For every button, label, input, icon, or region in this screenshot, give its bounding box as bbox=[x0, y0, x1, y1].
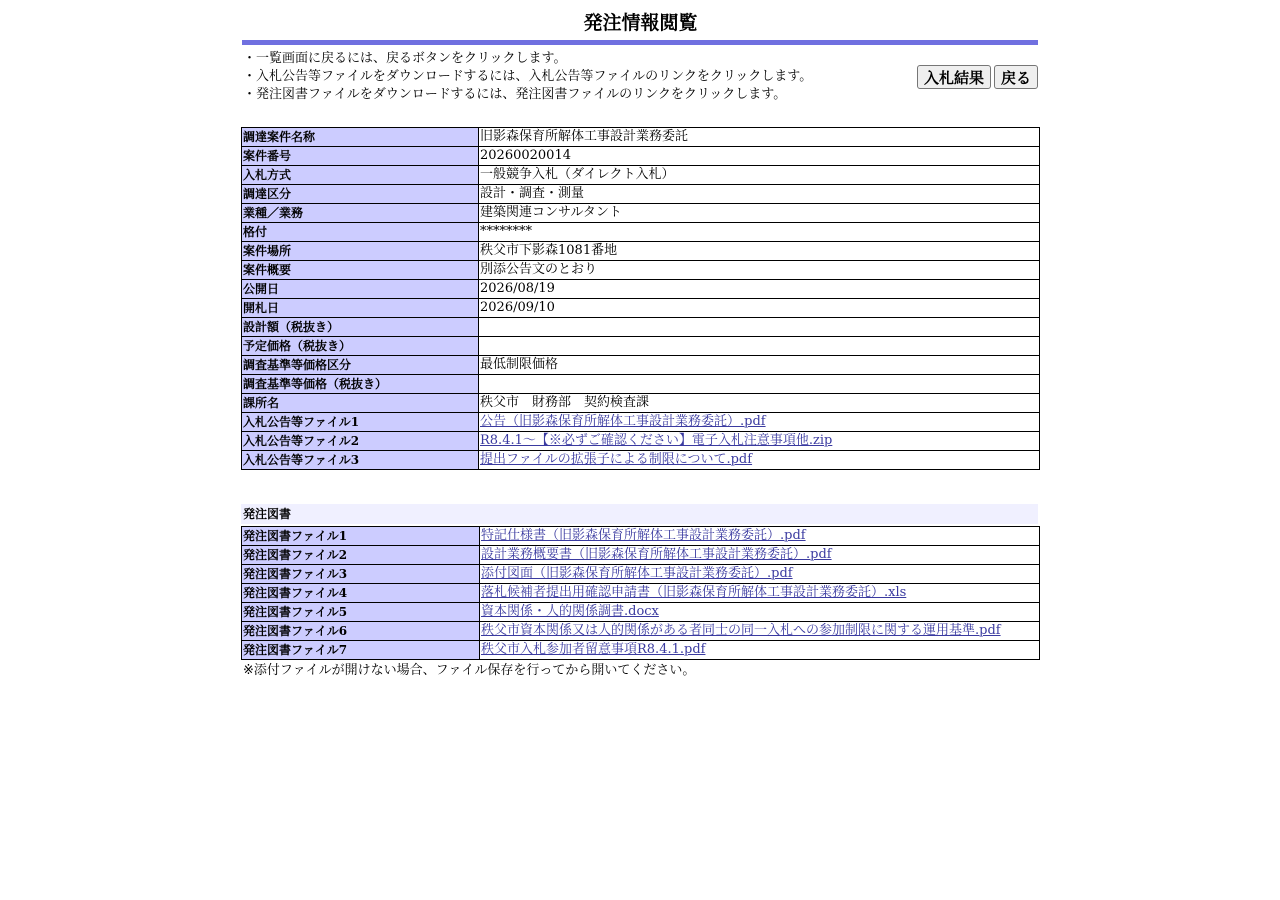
row-value bbox=[479, 337, 1040, 356]
row-label: 業種／業務 bbox=[242, 204, 479, 223]
row-label: 調査基準等価格区分 bbox=[242, 356, 479, 375]
table-row bbox=[242, 223, 1040, 242]
row-value: 20260020014 bbox=[479, 147, 1040, 166]
row-label: 調査基準等価格（税抜き） bbox=[242, 375, 479, 394]
instruction-item: ・一覧画面に戻るには、戻るボタンをクリックします。 bbox=[243, 51, 567, 66]
footer-note: ※添付ファイルが開けない場合、ファイル保存を行ってから開いてください。 bbox=[243, 663, 696, 678]
main-container bbox=[241, 0, 1040, 682]
row-label: 発注図書ファイル5 bbox=[242, 603, 480, 622]
file-download-link[interactable]: 資本関係・人的関係調書.docx bbox=[481, 604, 659, 619]
table-row bbox=[242, 584, 1040, 603]
row-value bbox=[480, 584, 1040, 603]
row-value bbox=[480, 565, 1040, 584]
table-row bbox=[242, 432, 1040, 451]
row-value: 別添公告文のとおり bbox=[479, 261, 1040, 280]
row-value: 2026/08/19 bbox=[479, 280, 1040, 299]
row-label: 案件概要 bbox=[242, 261, 479, 280]
table-row bbox=[242, 527, 1040, 546]
page-title: 発注情報閲覧 bbox=[583, 12, 698, 34]
row-value: 2026/09/10 bbox=[479, 299, 1040, 318]
row-value: 旧影森保育所解体工事設計業務委託 bbox=[479, 128, 1040, 147]
row-label: 設計額（税抜き） bbox=[242, 318, 479, 337]
row-label: 開札日 bbox=[242, 299, 479, 318]
row-value bbox=[479, 375, 1040, 394]
row-label: 公開日 bbox=[242, 280, 479, 299]
file-download-link[interactable]: 特記仕様書（旧影森保育所解体工事設計業務委託）.pdf bbox=[481, 528, 806, 543]
table-row bbox=[242, 394, 1040, 413]
row-value: 秩父市 財務部 契約検査課 bbox=[479, 394, 1040, 413]
table-row bbox=[242, 622, 1040, 641]
row-label: 案件番号 bbox=[242, 147, 479, 166]
row-label: 調達区分 bbox=[242, 185, 479, 204]
table-row bbox=[242, 413, 1040, 432]
row-label: 入札方式 bbox=[242, 166, 479, 185]
table-row bbox=[242, 299, 1040, 318]
row-value bbox=[479, 451, 1040, 470]
action-buttons bbox=[917, 65, 1038, 89]
row-label: 案件場所 bbox=[242, 242, 479, 261]
row-label: 入札公告等ファイル3 bbox=[242, 451, 479, 470]
table-row bbox=[242, 356, 1040, 375]
table-row bbox=[242, 451, 1040, 470]
order-docs-heading: 発注図書 bbox=[241, 504, 1038, 524]
bid-results-button[interactable]: 入札結果 bbox=[917, 65, 991, 89]
row-label: 入札公告等ファイル1 bbox=[242, 413, 479, 432]
table-row bbox=[242, 204, 1040, 223]
table-row bbox=[242, 280, 1040, 299]
details-table bbox=[241, 127, 1040, 470]
table-row bbox=[242, 128, 1040, 147]
table-row bbox=[242, 147, 1040, 166]
row-label: 発注図書ファイル4 bbox=[242, 584, 480, 603]
back-button[interactable]: 戻る bbox=[994, 65, 1038, 89]
table-row bbox=[242, 242, 1040, 261]
file-download-link[interactable]: 添付図面（旧影森保育所解体工事設計業務委託）.pdf bbox=[481, 566, 793, 581]
file-download-link[interactable]: 秩父市入札参加者留意事項R8.4.1.pdf bbox=[481, 642, 706, 657]
file-download-link[interactable]: R8.4.1～【※必ずご確認ください】電子入札注意事項他.zip bbox=[480, 433, 833, 448]
table-row bbox=[242, 166, 1040, 185]
row-value bbox=[480, 546, 1040, 565]
file-download-link[interactable]: 秩父市資本関係又は人的関係がある者同士の同一入札への参加制限に関する運用基準.pdf bbox=[481, 623, 1001, 638]
row-label: 発注図書ファイル7 bbox=[242, 641, 480, 660]
row-label: 入札公告等ファイル2 bbox=[242, 432, 479, 451]
row-value: 最低制限価格 bbox=[479, 356, 1040, 375]
row-value bbox=[479, 318, 1040, 337]
table-row bbox=[242, 565, 1040, 584]
table-row bbox=[242, 603, 1040, 622]
row-label: 調達案件名称 bbox=[242, 128, 479, 147]
row-label: 発注図書ファイル6 bbox=[242, 622, 480, 641]
row-value bbox=[479, 432, 1040, 451]
row-value bbox=[479, 413, 1040, 432]
file-download-link[interactable]: 提出ファイルの拡張子による制限について.pdf bbox=[480, 452, 753, 467]
row-value: 一般競争入札（ダイレクト入札） bbox=[479, 166, 1040, 185]
table-row bbox=[242, 641, 1040, 660]
table-row bbox=[242, 337, 1040, 356]
table-row bbox=[242, 261, 1040, 280]
file-download-link[interactable]: 落札候補者提出用確認申請書（旧影森保育所解体工事設計業務委託）.xls bbox=[481, 585, 907, 600]
row-label: 格付 bbox=[242, 223, 479, 242]
table-row bbox=[242, 318, 1040, 337]
file-download-link[interactable]: 設計業務概要書（旧影森保育所解体工事設計業務委託）.pdf bbox=[481, 547, 832, 562]
row-value: ******** bbox=[479, 223, 1040, 242]
row-value bbox=[480, 641, 1040, 660]
row-label: 予定価格（税抜き） bbox=[242, 337, 479, 356]
table-row bbox=[242, 185, 1040, 204]
table-row bbox=[242, 546, 1040, 565]
row-value: 秩父市下影森1081番地 bbox=[479, 242, 1040, 261]
order-docs-table bbox=[241, 526, 1040, 660]
instruction-item: ・発注図書ファイルをダウンロードするには、発注図書ファイルのリンクをクリックします。 bbox=[243, 87, 787, 102]
row-value bbox=[480, 622, 1040, 641]
row-label: 課所名 bbox=[242, 394, 479, 413]
file-download-link[interactable]: 公告（旧影森保育所解体工事設計業務委託）.pdf bbox=[480, 414, 766, 429]
row-value bbox=[480, 527, 1040, 546]
row-value: 設計・調査・測量 bbox=[479, 185, 1040, 204]
table-row bbox=[242, 375, 1040, 394]
row-label: 発注図書ファイル1 bbox=[242, 527, 480, 546]
row-value: 建築関連コンサルタント bbox=[479, 204, 1040, 223]
row-label: 発注図書ファイル2 bbox=[242, 546, 480, 565]
row-label: 発注図書ファイル3 bbox=[242, 565, 480, 584]
instruction-item: ・入札公告等ファイルをダウンロードするには、入札公告等ファイルのリンクをクリックします。 bbox=[243, 69, 813, 84]
row-value bbox=[480, 603, 1040, 622]
instructions-area bbox=[241, 45, 1040, 127]
